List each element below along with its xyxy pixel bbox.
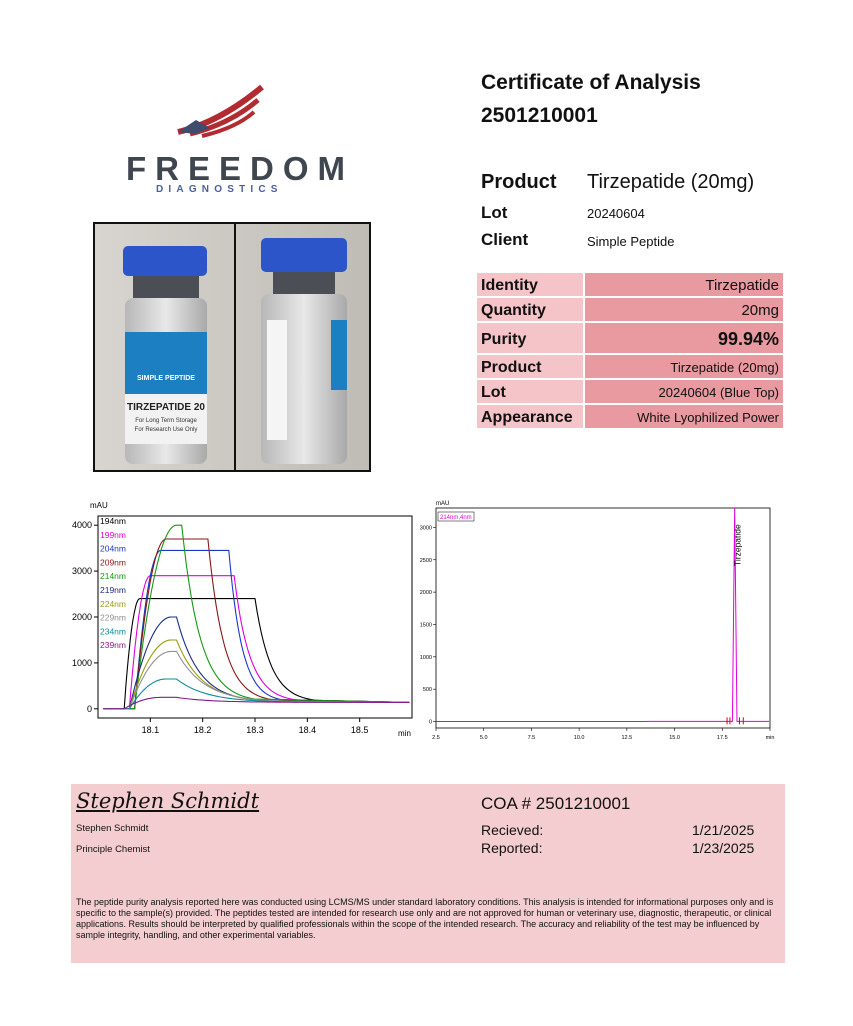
y-tick-label: 2000	[420, 590, 432, 597]
reported-label: Reported:	[481, 840, 543, 856]
y-tick-label: 500	[422, 687, 432, 694]
legend-entry: 214nm,4nm	[440, 515, 472, 521]
spec-value: 20240604 (Blue Top)	[585, 380, 783, 403]
series-194nm	[103, 599, 409, 709]
logo	[120, 82, 354, 195]
spec-row-appearance	[477, 405, 783, 428]
y-tick-label: 0	[86, 703, 92, 714]
y-tick-label: 0	[428, 719, 432, 726]
legend-219nm: 219nm	[100, 585, 126, 595]
spec-value: 99.94%	[585, 323, 783, 353]
y-tick-label: 1000	[420, 654, 432, 661]
spec-label: Product	[477, 355, 583, 378]
spec-value: 20mg	[585, 298, 783, 321]
y-tick-label: 1500	[420, 622, 432, 629]
vial-name: TIRZEPATIDE 20	[127, 402, 205, 413]
plot-frame	[436, 508, 770, 728]
vial-image	[95, 224, 369, 470]
chromatogram-214nm	[420, 496, 780, 744]
spec-row-product	[477, 355, 783, 378]
x-tick-label: min	[765, 735, 775, 741]
signer-role: Principle Chemist	[76, 844, 150, 855]
x-tick-label: 2.5	[432, 735, 440, 741]
legend-214nm: 214nm	[100, 571, 126, 582]
spec-value: Tirzepatide	[585, 273, 783, 296]
y-tick-label: 4000	[71, 520, 92, 531]
reported-date: 1/23/2025	[692, 840, 755, 856]
y-tick-label: 2500	[420, 557, 432, 564]
x-tick-label: 10.0	[573, 735, 585, 741]
x-tick-label: 12.5	[621, 735, 633, 741]
spec-row-identity	[477, 273, 783, 296]
coa-number: COA # 2501210001	[481, 794, 631, 813]
client-value: Simple Peptide	[587, 234, 675, 249]
x-tick-label: 7.5	[527, 735, 536, 741]
spec-value: White Lyophilized Power	[585, 405, 783, 428]
spec-label: Lot	[477, 380, 583, 403]
spec-label: Purity	[477, 323, 583, 353]
y-tick-label: 3000	[71, 566, 92, 577]
y-axis-label: mAU	[436, 501, 450, 507]
x-tick-label: 18.5	[350, 725, 369, 735]
legend-239nm: 239nm	[100, 640, 126, 651]
y-tick-label: 2000	[71, 612, 92, 622]
x-axis-label: min	[398, 729, 411, 738]
legend-234nm: 234nm	[100, 626, 126, 637]
spec-label: Appearance	[477, 405, 583, 428]
x-tick-label: 18.2	[193, 725, 212, 735]
spec-row-lot	[477, 380, 783, 403]
legend-199nm: 199nm	[100, 529, 126, 540]
vial-line1: For Long Term Storage	[135, 418, 197, 424]
product-value: Tirzepatide (20mg)	[587, 171, 755, 193]
lot-label: Lot	[481, 203, 508, 222]
doc-title: Certificate of Analysis	[481, 71, 701, 94]
signature: Stephen Schmidt	[76, 789, 260, 813]
x-tick-label: 18.1	[141, 725, 160, 735]
y-tick-label: 3000	[420, 525, 432, 532]
series-214nm	[436, 508, 769, 722]
chromatogram-overlay	[60, 496, 420, 744]
series-214nm	[103, 525, 409, 709]
lot-value: 20240604	[587, 206, 645, 221]
x-tick-label: 18.3	[246, 725, 264, 735]
legend-209nm: 209nm	[100, 557, 126, 568]
logo-subtitle: DIAGNOSTICS	[156, 184, 283, 195]
spec-label: Identity	[477, 273, 583, 296]
spec-value: Tirzepatide (20mg)	[585, 355, 783, 378]
spec-row-quantity	[477, 298, 783, 321]
y-axis-label: mAU	[90, 501, 108, 510]
x-tick-label: 5.0	[479, 735, 488, 741]
disclaimer: The peptide purity analysis reported here was conducted using LCMS/MS under standard laboratory conditions. This analysis is intended for informational purposes only and is specific to the sample(s) provided. The peptides tested are intended for research use only and are not approved for human or veterinary use, diagnostic, therapeutic, or clinical applications. Results should be interpreted by qualified professionals within the scope of the intended research. The accuracy and reliability of the test may be influenced by sample integrity, handling, and other experimental variables.	[76, 897, 774, 940]
received-label: Recieved:	[481, 822, 544, 838]
logo-stripes-icon	[120, 82, 320, 152]
x-tick-label: 18.4	[298, 725, 317, 735]
peak-label: Tirzepatide	[732, 524, 743, 566]
x-tick-label: 17.5	[716, 735, 728, 741]
vial-photo	[93, 222, 371, 472]
received-date: 1/21/2025	[692, 822, 755, 838]
product-label: Product	[481, 171, 557, 193]
client-label: Client	[481, 230, 529, 249]
y-tick-label: 1000	[71, 657, 92, 668]
x-tick-label: 15.0	[669, 735, 680, 741]
legend-204nm: 204nm	[100, 543, 126, 554]
legend-194nm: 194nm	[100, 516, 126, 526]
signer-name: Stephen Schmidt	[76, 823, 149, 834]
logo-wordmark: FREEDOM	[126, 150, 354, 187]
doc-number: 2501210001	[481, 104, 598, 127]
legend-224nm: 224nm	[100, 598, 126, 609]
spec-row-purity	[477, 323, 783, 353]
spec-label: Quantity	[477, 298, 583, 321]
vial-brand: SIMPLE PEPTIDE	[137, 375, 195, 382]
vial-line2: For Research Use Only	[134, 427, 198, 433]
legend-229nm: 229nm	[100, 612, 126, 623]
